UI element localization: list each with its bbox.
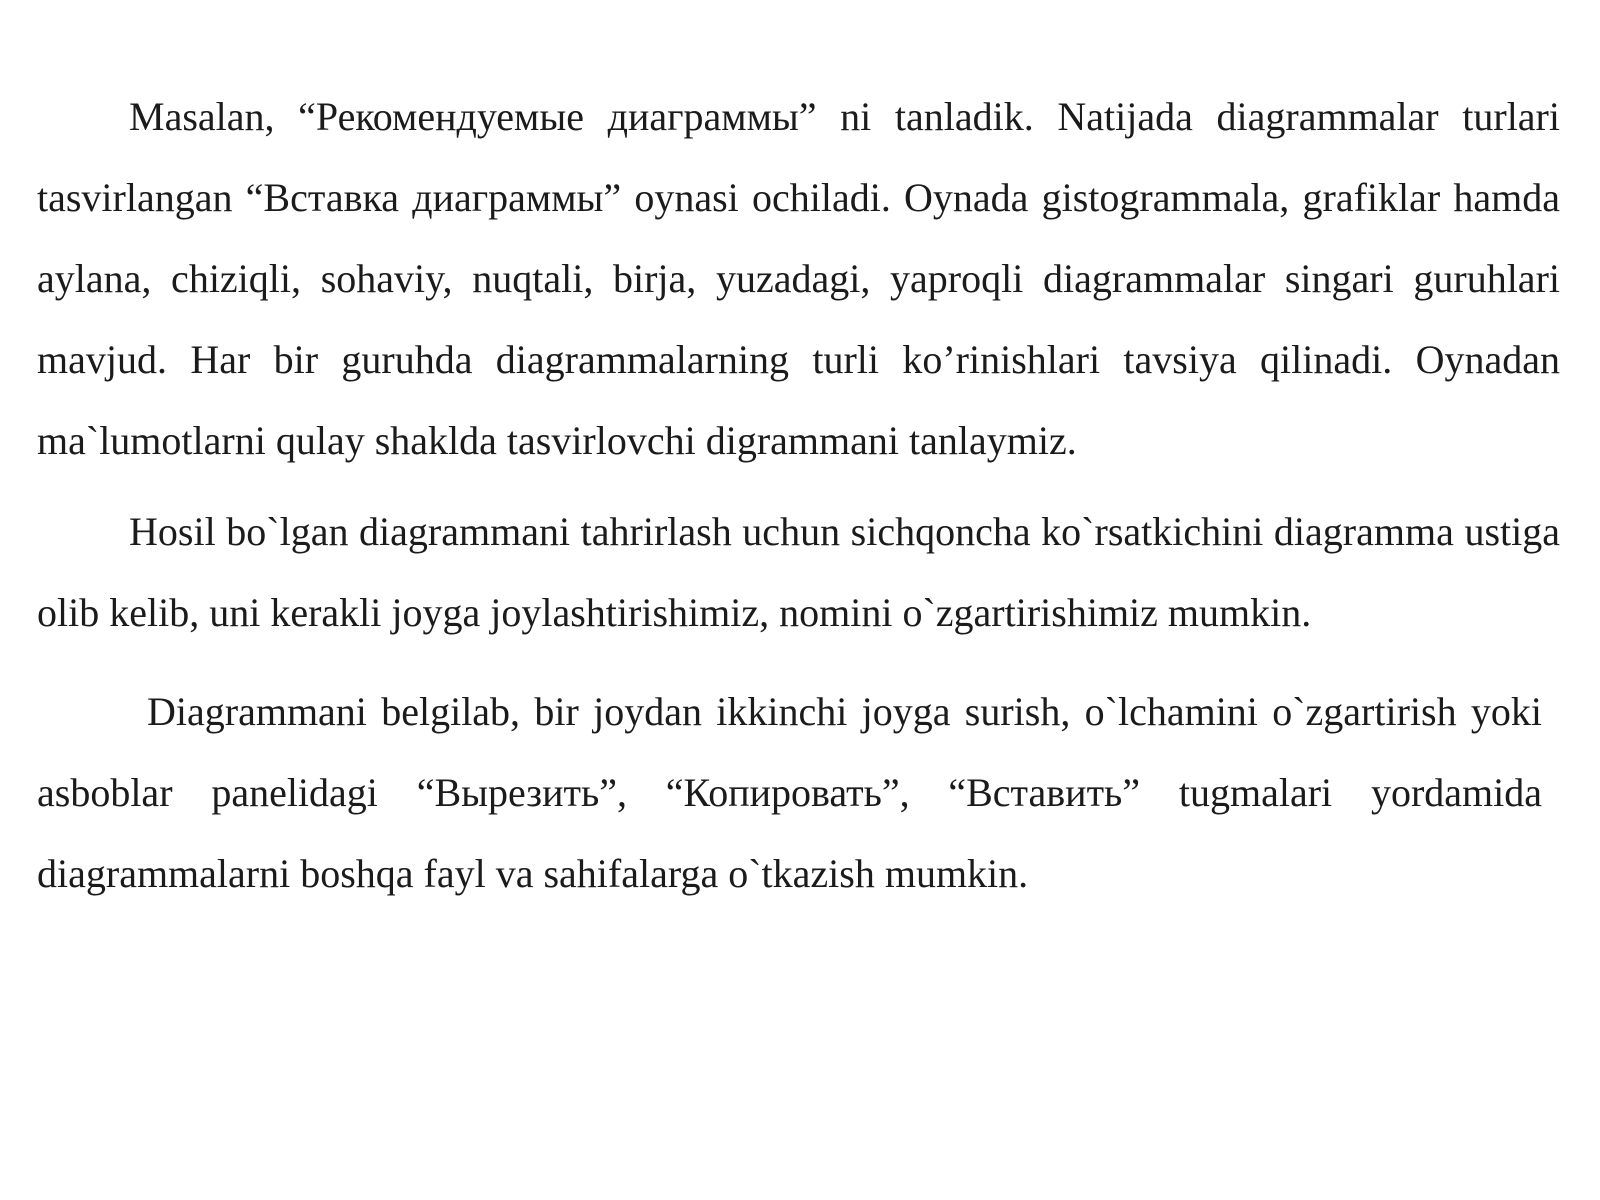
paragraph-2: Hosil bo`lgan diagrammani tahrirlash uchun sichqoncha ko`rsatkichini diagramma ustiga olib kelib, uni kerakli joyga joylashtirishimiz, nomini o`zgartirishimiz mumkin. [37, 509, 1560, 635]
paragraph-3: Diagrammani belgilab, bir joydan ikkinchi joyga surish, o`lchamini o`zgartirish yoki asboblar panelidagi “Вырезить”, “Копировать”, “Вставить” tugmalari yordamida diagrammalarni boshqa fayl va sahifalarga o`tkazish mumkin. [37, 689, 1542, 896]
paragraph-1: Masalan, “Рекомендуемые диаграммы” ni tanladik. Natijada diagrammalar turlari tasvirlangan “Вставка диаграммы” oynasi ochiladi. Oynada gistogrammala, grafiklar hamda aylana, chiziqli, sohaviy, nuqtali, birja, yuzadagi, yaproqli diagrammalar singari guruhlari mavjud. Har bir guruhda diagrammalarning turli ko’rinishlari tavsiya qilinadi. Oynadan ma`lumotlarni qulay shaklda tasvirlovchi digrammani tanlaymiz. [37, 94, 1560, 463]
